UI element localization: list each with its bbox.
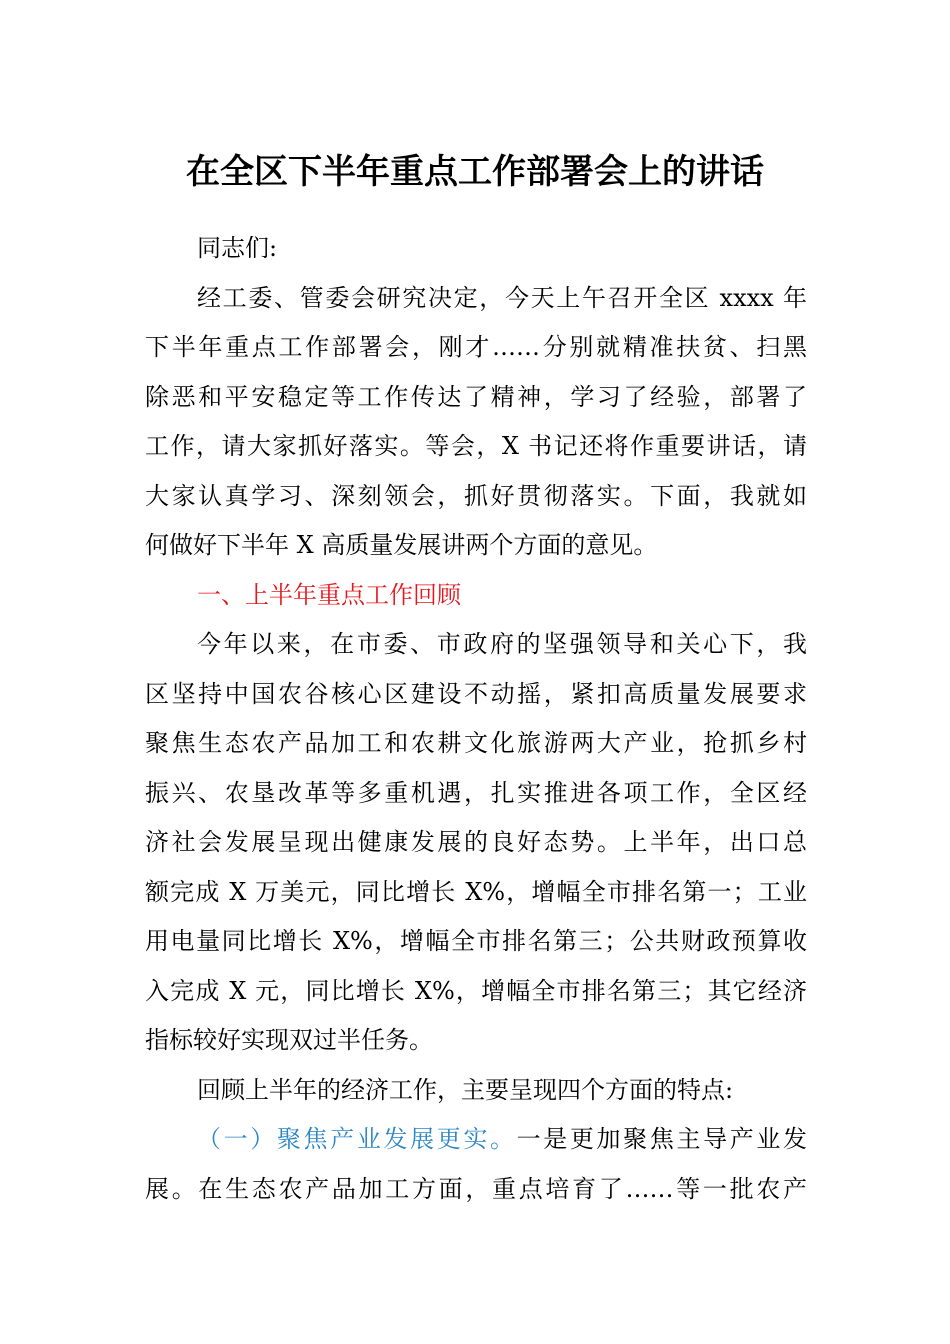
paragraph-line: 工作，请大家抓好落实。等会，X 书记还将作重要讲话，请 <box>145 432 807 460</box>
paragraph-line: 经工委、管委会研究决定，今天上午召开全区 xxxx 年 <box>197 283 807 312</box>
subsection-text: 一是更加聚焦主导产业发 <box>516 1125 808 1153</box>
paragraph-line: 大家认真学习、深刻领会，抓好贯彻落实。下面，我就如 <box>145 481 807 510</box>
paragraph-line: 展。在生态农产品加工方面，重点培育了……等一批农产 <box>145 1174 807 1203</box>
subsection-line <box>145 1115 807 1165</box>
paragraph-line: 何做好下半年 X 高质量发展讲两个方面的意见。 <box>145 531 658 559</box>
salutation: 同志们: <box>197 234 278 262</box>
paragraph-line: 用电量同比增长 X%，增幅全市排名第三；公共财政预算收 <box>145 927 807 955</box>
paragraph-line: 入完成 X 元，同比增长 X%，增幅全市排名第三；其它经济 <box>145 976 807 1005</box>
section-heading-1: 一、上半年重点工作回顾 <box>197 580 461 609</box>
document-title: 在全区下半年重点工作部署会上的讲话 <box>186 152 764 192</box>
paragraph-line: 振兴、农垦改革等多重机遇，扎实推进各项工作，全区经 <box>145 778 807 807</box>
paragraph-line: 聚焦生态农产品加工和农耕文化旅游两大产业，抢抓乡村 <box>145 729 807 757</box>
paragraph-line: 指标较好实现双过半任务。 <box>145 1026 433 1054</box>
subsection-heading-1: （一）聚焦产业发展更实。 <box>197 1125 517 1153</box>
summary-line: 回顾上半年的经济工作，主要呈现四个方面的特点: <box>197 1075 734 1104</box>
paragraph-line: 今年以来，在市委、市政府的坚强领导和关心下，我 <box>197 630 807 658</box>
document-body <box>145 224 807 1214</box>
paragraph-line: 下半年重点工作部署会，刚才……分别就精准扶贫、扫黑 <box>145 333 807 361</box>
paragraph-line: 济社会发展呈现出健康发展的良好态势。上半年，出口总 <box>145 828 807 856</box>
paragraph-line: 额完成 X 万美元，同比增长 X%，增幅全市排名第一；工业 <box>145 877 807 906</box>
paragraph-line: 除恶和平安稳定等工作传达了精神，学习了经验，部署了 <box>145 382 807 411</box>
paragraph-line: 区坚持中国农谷核心区建设不动摇，紧扣高质量发展要求 <box>145 679 807 708</box>
